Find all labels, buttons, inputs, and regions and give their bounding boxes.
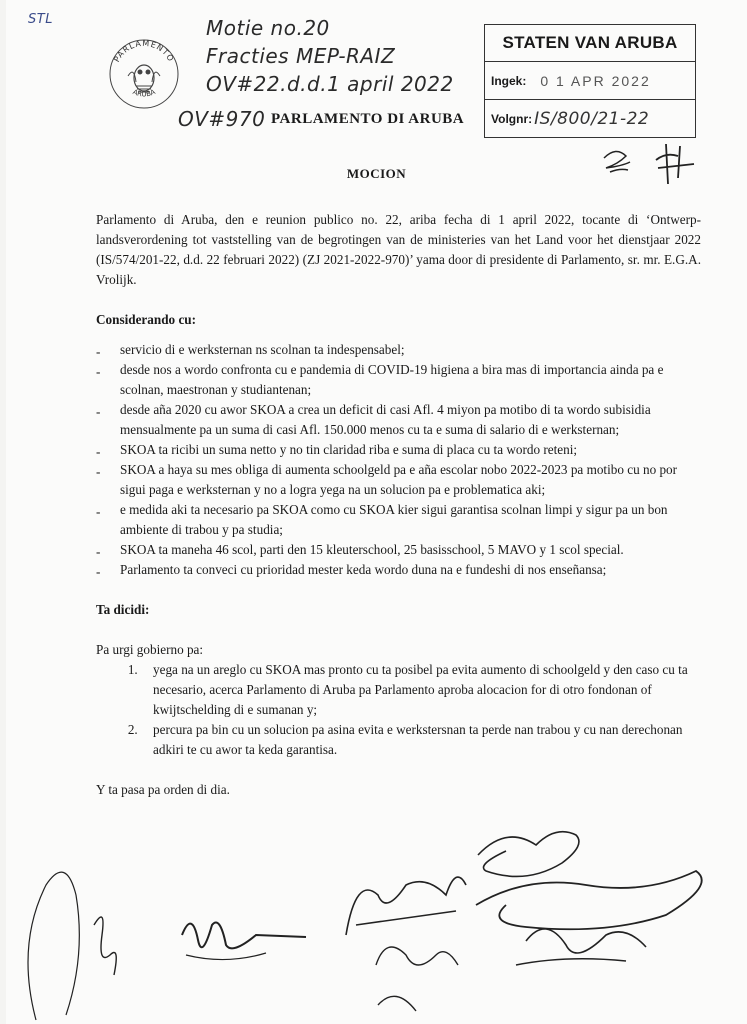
stamp-ingek-row (485, 62, 695, 99)
signatures-icon (6, 815, 747, 1024)
considerando-item: - SKOA ta maneha 46 scol, parti den 15 kleuterschool, 25 basisschool, 5 MAVO y 1 scol special. (96, 540, 701, 560)
considerando-item: - SKOA a haya su mes obliga di aumenta schoolgeld pa e aña escolar nobo 2022-2023 pa motibo cu no por sigui paga e werksternan y no a logra yega na un solucion pa e problematica aki; (96, 460, 701, 500)
decidi-intro: Pa urgi gobierno pa: (96, 642, 204, 657)
decidi-list (96, 660, 701, 760)
considerando-item: - SKOA ta ricibi un suma netto y no tin claridad riba e suma di placa cu ta wordo reteni; (96, 440, 701, 460)
handwritten-motion-number: Motie no.20 (206, 16, 330, 40)
considerando-item: - Parlamento ta conveci cu prioridad mester keda wordo duna na e fundeshi di nos enseñansa; (96, 560, 701, 580)
stamp-title: STATEN VAN ARUBA (485, 25, 695, 62)
considerando-item: - servicio di e werksternan ns scolnan ta indespensabel; (96, 340, 701, 360)
stamp-volgnr-row (485, 99, 695, 137)
stamp-ingek-value: 0 1 APR 2022 (540, 72, 651, 89)
closing-line: Y ta pasa pa orden di dia. (96, 782, 230, 797)
decidi-item: 1. yega na un areglo cu SKOA mas pronto cu ta posibel pa evita aumento di schoolgeld y den caso cu ta necesario, acerca Parlamento di Aruba pa Parlamento aproba alocacion for di otro fondonan of kwijtschelding di e sumanan y; (141, 660, 701, 720)
handwritten-fractions: Fracties MEP-RAIZ (206, 44, 396, 68)
considerando-item: - desde aña 2020 cu awor SKOA a crea un deficit di casi Afl. 4 miyon pa motibo di ta wordo subisidia mensualmente pa un suma di casi Afl. 150.000 menos cu ta e suma di salario di e werksternan; (96, 400, 701, 440)
svg-text:ARUBA: ARUBA (131, 87, 157, 99)
decidi-item: 2. percura pa bin cu un solucion pa asina evita e werkstersnan ta perde nan trabou y cu nan derechonan adkiri te cu awor ta keda garantisa. (141, 720, 701, 760)
considerando-heading: Considerando cu: (96, 312, 197, 327)
considerando-list (96, 340, 701, 580)
received-stamp (484, 24, 696, 138)
parliament-title: PARLAMENTO DI ARUBA (271, 111, 465, 127)
parliament-seal-icon (106, 36, 182, 112)
handwritten-ov-number: OV#970 (178, 107, 266, 131)
svg-text:PARLAMENTO: PARLAMENTO (112, 38, 176, 64)
handwritten-meeting-ref: OV#22.d.d.1 april 2022 (206, 72, 454, 96)
intro-paragraph: Parlamento di Aruba, den e reunion publico no. 22, ariba fecha di 1 april 2022, tocante di ‘Ontwerp-landsverordening tot vaststelling van de begrotingen van de ministeries van het Land voor het dienstjaar 2022 (IS/574/201-22, d.d. 22 februari 2022) (ZJ 2021-2022-970)’ yama door di presidente di Parlamento, sr. mr. E.G.A. Vrolijk. (96, 212, 701, 287)
corner-note: STL (28, 12, 53, 27)
document-heading: MOCION (346, 166, 407, 181)
document-page (6, 0, 747, 1024)
decidi-heading: Ta dicidi: (96, 602, 150, 617)
considerando-item: - desde nos a wordo confronta cu e pandemia di COVID-19 higiena a bira mas di importancia ainda pa e scolnan, maestronan y studiantenan; (96, 360, 701, 400)
document-body (96, 210, 701, 800)
stamp-ingek-label: Ingek: (491, 73, 527, 88)
stamp-volgnr-value: IS/800/21-22 (534, 108, 650, 129)
considerando-item: - e medida aki ta necesario pa SKOA como cu SKOA kier sigui garantisa scolnan limpi y sigur pa un bon ambiente di trabou y pa studia; (96, 500, 701, 540)
stamp-volgnr-label: Volgnr: (491, 111, 533, 126)
